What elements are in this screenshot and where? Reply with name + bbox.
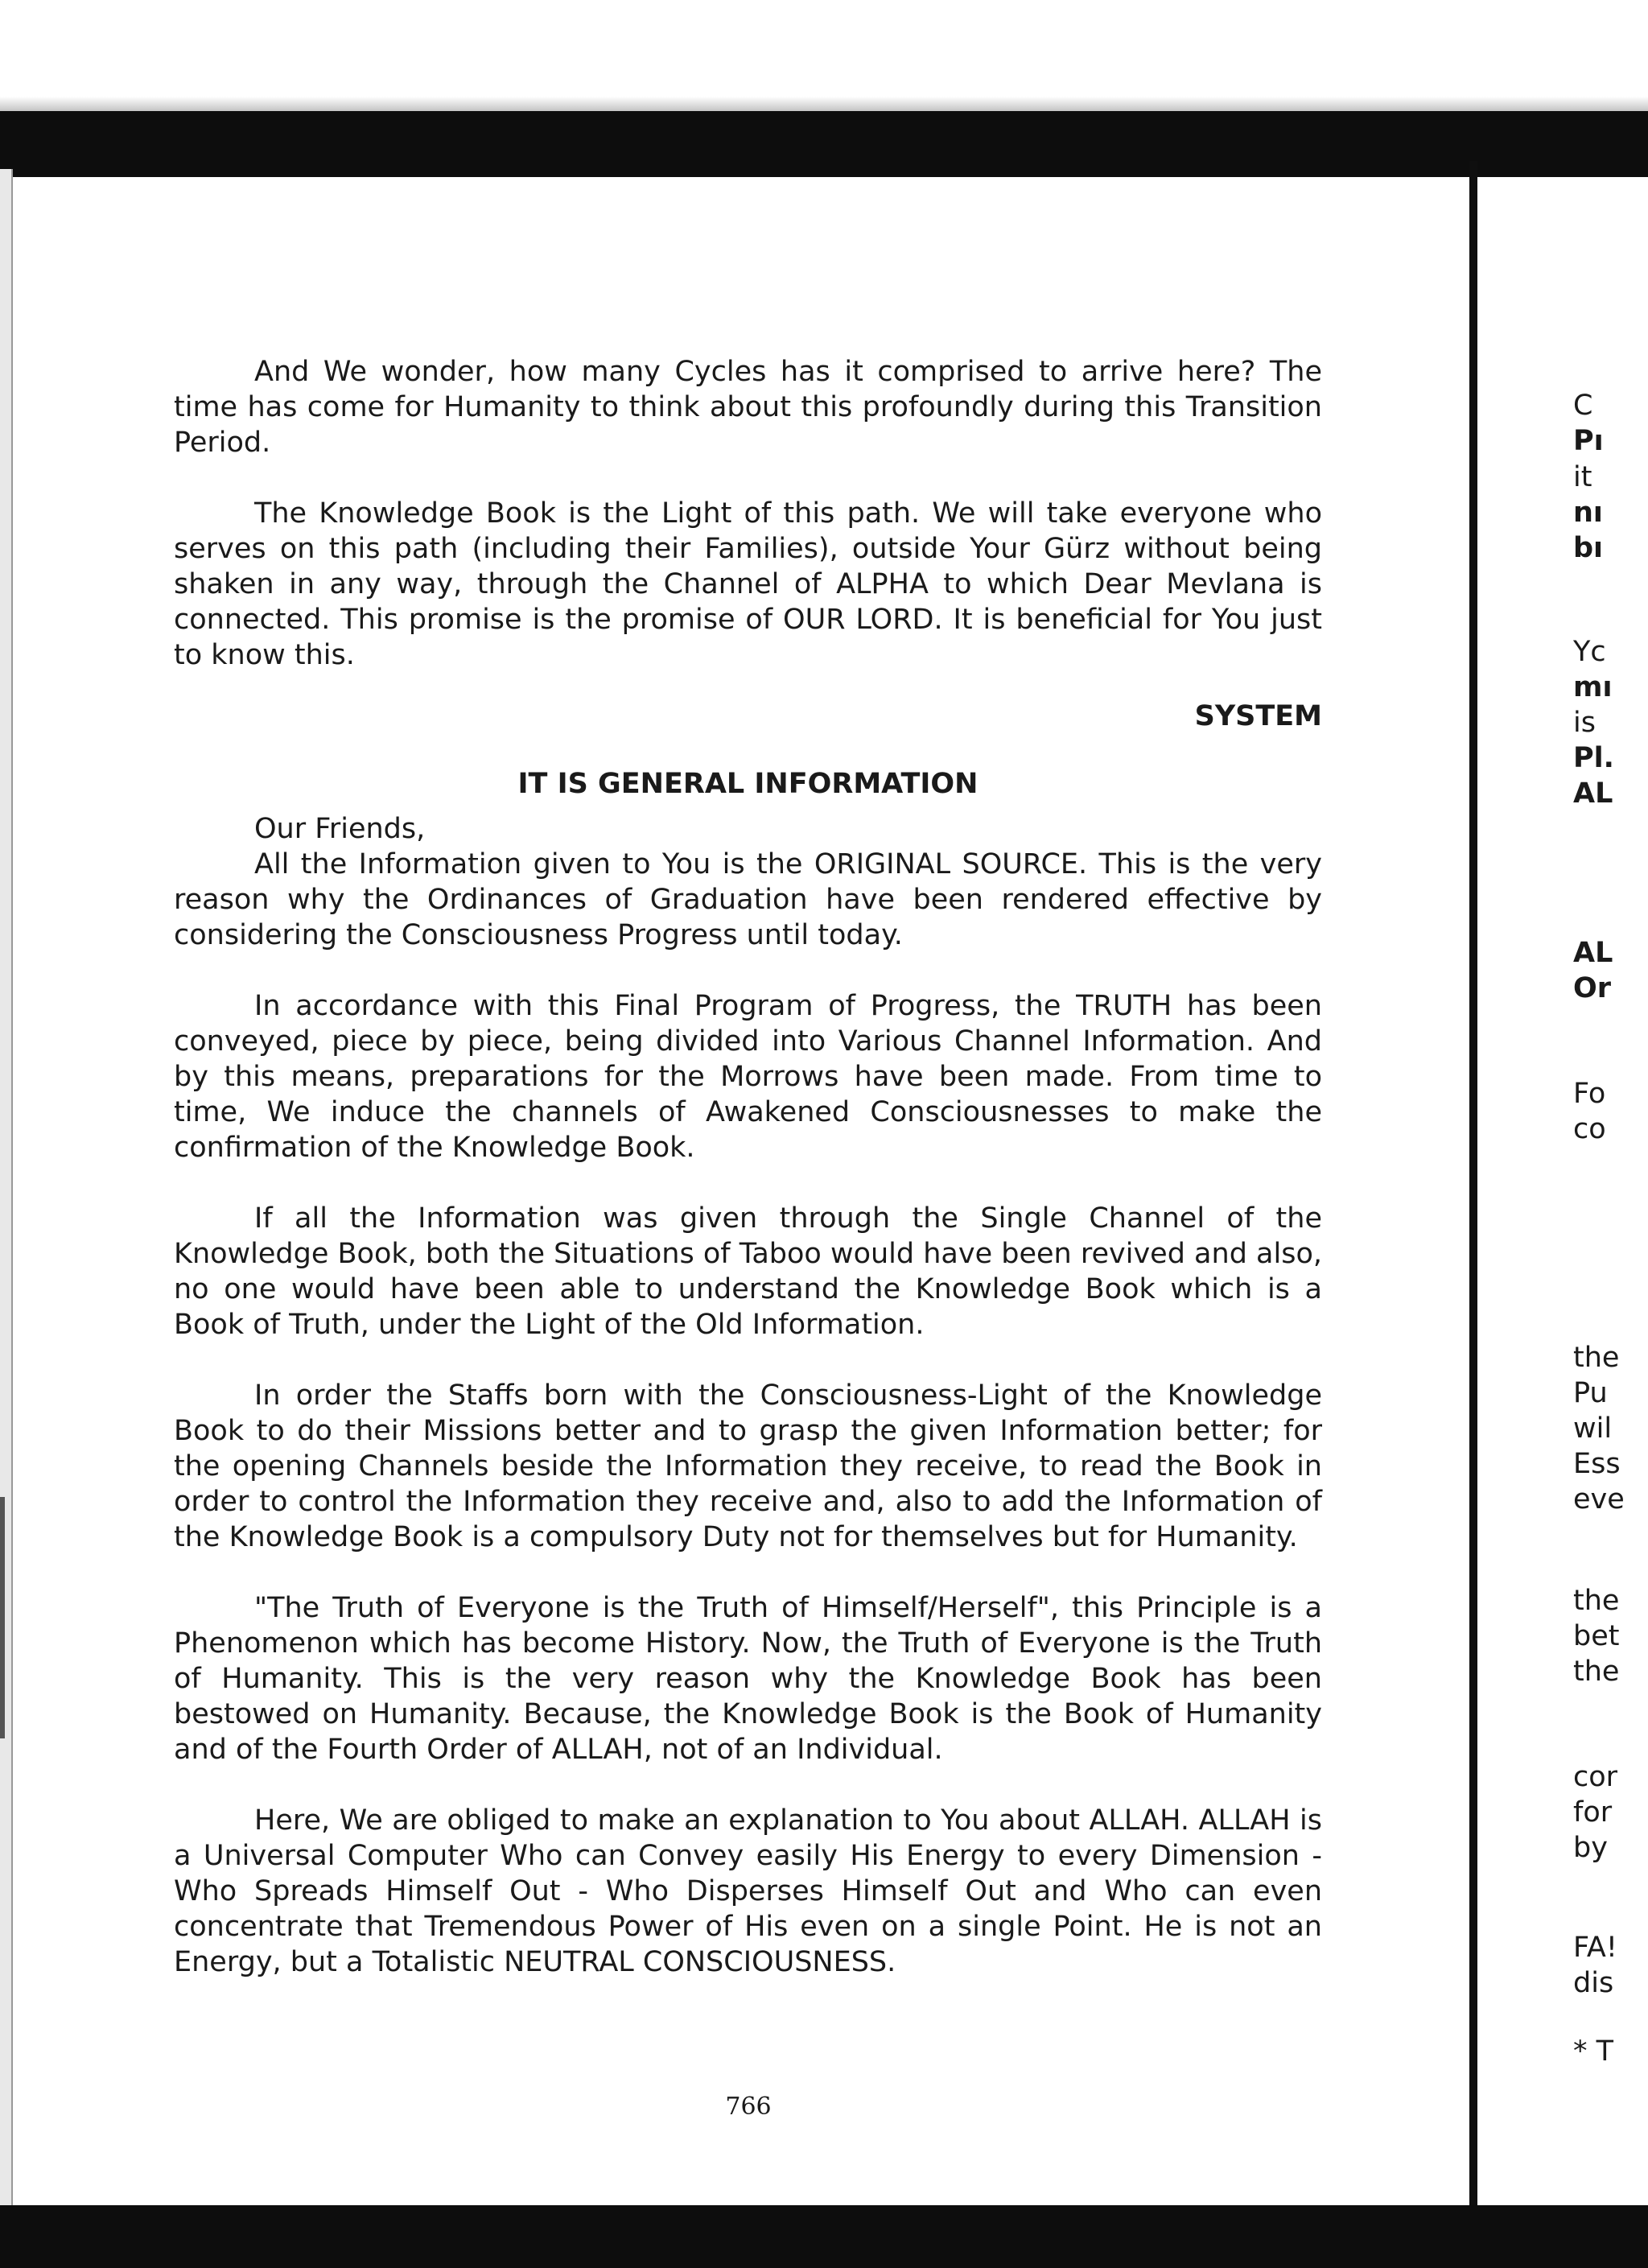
paragraph-staffs: In order the Staffs born with the Consciousness-Light of the Knowledge Book to do their Missions better and to grasp the given Information better; for the opening Channels beside the Information they receive, to read the Book in order to control the Information they receive and, also to add the Information of the Knowledge Book is a compulsory Duty not for themselves but for Humanity.	[174, 1379, 1322, 1553]
section-heading: IT IS GENERAL INFORMATION	[517, 768, 978, 800]
facing-fragment: bet	[1573, 1620, 1620, 1652]
facing-fragment: mı	[1573, 671, 1613, 703]
facing-fragment: co	[1573, 1113, 1606, 1145]
facing-fragment: C	[1573, 390, 1593, 422]
paragraph-single-channel: If all the Information was given through the Single Channel of the Knowledge Book, both the Situations of Taboo would have been revived and also, no one would have been able to understand the Knowledge Book which is a Book of Truth, under the Light of the Old Information.	[174, 1202, 1322, 1341]
page-number: 766	[725, 2093, 772, 2121]
scan-bottom-border	[0, 2205, 1648, 2268]
facing-page-cutoff	[1573, 0, 1648, 2268]
paragraph-cycles: And We wonder, how many Cycles has it comprised to arrive here? The time has come for Humanity to think about this profoundly during this Transition Period.	[174, 356, 1322, 459]
facing-fragment: * T	[1573, 2035, 1614, 2068]
facing-fragment: Fo	[1573, 1078, 1606, 1110]
facing-fragment: nı	[1573, 497, 1603, 529]
facing-fragment: it	[1573, 461, 1592, 493]
facing-fragment: Pl.	[1573, 742, 1614, 774]
scan-left-edge-shadow	[0, 1497, 5, 1738]
facing-fragment: by	[1573, 1832, 1608, 1864]
facing-fragment: AL	[1573, 777, 1613, 810]
salutation: Our Friends,	[254, 813, 426, 845]
facing-fragment: cor	[1573, 1761, 1618, 1793]
scan-left-edge	[0, 169, 13, 2205]
facing-fragment: Or	[1573, 972, 1612, 1004]
facing-fragment: for	[1573, 1796, 1613, 1829]
paragraph-original-source: All the Information given to You is the ORIGINAL SOURCE. This is the very reason why the Ordinances of Graduation have been rendered effective by considering the Consciousness Progress until today.	[174, 848, 1322, 951]
facing-fragment: eve	[1573, 1483, 1625, 1515]
book-spine	[1469, 161, 1477, 2209]
facing-fragment: bı	[1573, 532, 1604, 564]
paragraph-light-of-path: The Knowledge Book is the Light of this path. We will take everyone who serves on this path (including their Families), outside Your Gürz without being shaken in any way, through the Channel of ALPHA to which Dear Mevlana is connected. This promise is the promise of OUR LORD. It is beneficial for You just to know this.	[174, 497, 1322, 671]
facing-fragment: FA!	[1573, 1932, 1617, 1964]
facing-fragment: Pu	[1573, 1377, 1608, 1409]
paragraph-final-program: In accordance with this Final Program of Progress, the TRUTH has been conveyed, piece by piece, being divided into Various Channel Information. And by this means, preparations for the Morrows have been made. From time to time, We induce the channels of Awakened Consciousnesses to make the confirmation of the Knowledge Book.	[174, 990, 1322, 1164]
paragraph-allah: Here, We are obliged to make an explanation to You about ALLAH. ALLAH is a Universal Computer Who can Convey easily His Energy to every Dimension - Who Spreads Himself Out - Who Disperses Himself Out and Who can even concentrate that Tremendous Power of His even on a single Point. He is not an Energy, but a Totalistic NEUTRAL CONSCIOUSNESS.	[174, 1804, 1322, 1978]
paragraph-truth-of-everyone: "The Truth of Everyone is the Truth of Himself/Herself", this Principle is a Phenomenon which has become History. Now, the Truth of Everyone is the Truth of Humanity. This is the very reason why the Knowledge Book has been bestowed on Humanity. Because, the Knowledge Book is the Book of Humanity and of the Fourth Order of ALLAH, not of an Individual.	[174, 1592, 1322, 1766]
facing-fragment: the	[1573, 1656, 1620, 1688]
facing-fragment: is	[1573, 707, 1596, 739]
facing-fragment: the	[1573, 1585, 1620, 1617]
page-body	[174, 354, 1322, 1980]
facing-fragment: Ess	[1573, 1448, 1621, 1480]
facing-fragment: the	[1573, 1342, 1620, 1374]
facing-fragment: AL	[1573, 937, 1613, 969]
facing-fragment: wil	[1573, 1412, 1613, 1445]
scan-top-border	[0, 111, 1648, 177]
facing-fragment: Pı	[1573, 425, 1604, 457]
facing-fragment: dis	[1573, 1967, 1614, 1999]
system-label: SYSTEM	[1194, 700, 1322, 732]
facing-fragment: Yc	[1573, 636, 1606, 668]
